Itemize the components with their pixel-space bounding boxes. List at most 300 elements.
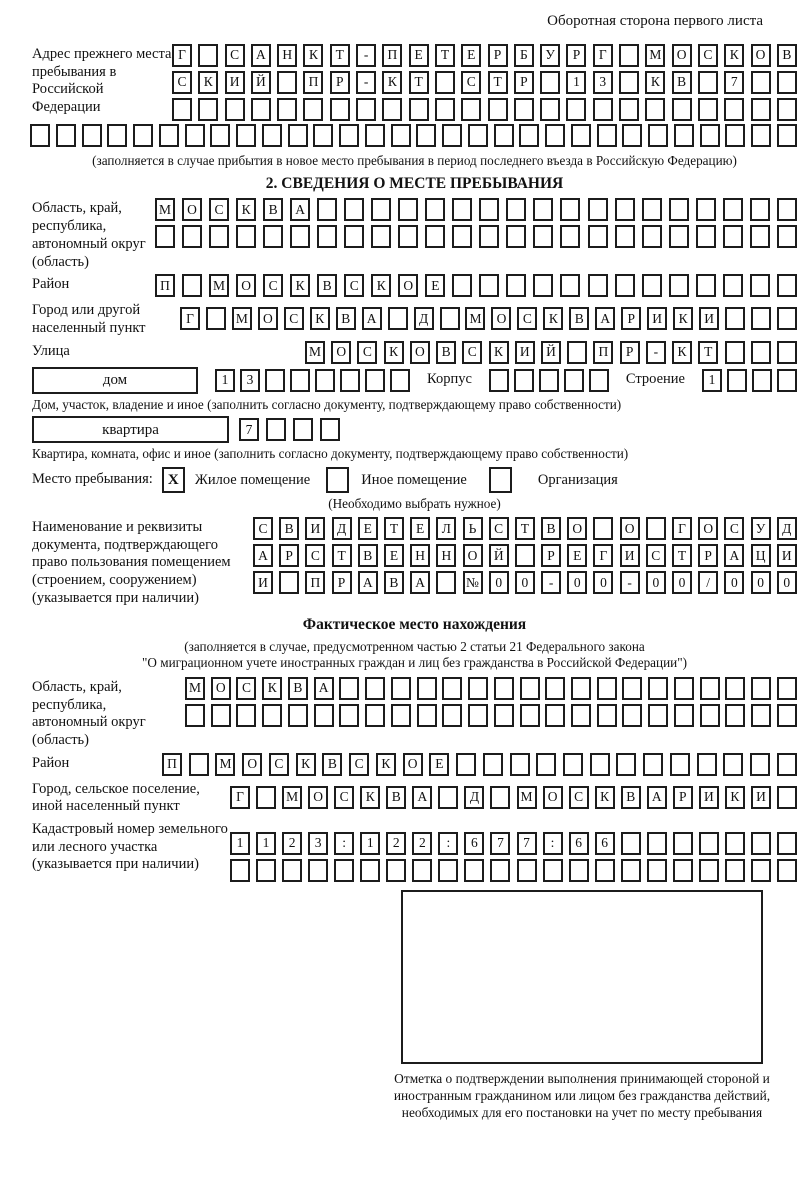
char-cell[interactable] xyxy=(263,225,283,248)
char-cell[interactable] xyxy=(514,369,534,392)
char-cell[interactable] xyxy=(752,369,772,392)
char-cell[interactable] xyxy=(673,832,693,855)
char-cell[interactable]: К xyxy=(310,307,330,330)
char-cell[interactable] xyxy=(725,832,745,855)
char-cell[interactable] xyxy=(696,225,716,248)
char-cell[interactable]: И xyxy=(305,517,325,540)
char-cell[interactable]: И xyxy=(699,307,719,330)
char-cell[interactable] xyxy=(698,98,718,121)
char-cell[interactable] xyxy=(777,677,797,700)
char-cell[interactable] xyxy=(674,677,694,700)
char-cell[interactable] xyxy=(545,704,565,727)
char-cell[interactable] xyxy=(293,418,313,441)
char-cell[interactable]: 2 xyxy=(282,832,302,855)
char-cell[interactable] xyxy=(621,859,641,882)
char-cell[interactable]: 6 xyxy=(595,832,615,855)
char-cell[interactable]: Т xyxy=(330,44,350,67)
char-cell[interactable]: 1 xyxy=(256,832,276,855)
char-cell[interactable] xyxy=(590,753,610,776)
char-cell[interactable] xyxy=(266,418,286,441)
char-cell[interactable] xyxy=(189,753,209,776)
char-cell[interactable] xyxy=(643,753,663,776)
char-cell[interactable] xyxy=(308,859,328,882)
char-cell[interactable] xyxy=(371,225,391,248)
char-cell[interactable] xyxy=(182,274,202,297)
char-cell[interactable] xyxy=(777,307,797,330)
char-cell[interactable]: О xyxy=(211,677,231,700)
char-cell[interactable] xyxy=(751,124,771,147)
char-cell[interactable] xyxy=(320,418,340,441)
char-cell[interactable]: 1 xyxy=(230,832,250,855)
char-cell[interactable]: 0 xyxy=(751,571,771,594)
char-cell[interactable]: 0 xyxy=(777,571,797,594)
char-cell[interactable] xyxy=(777,341,797,364)
char-cell[interactable] xyxy=(751,98,771,121)
char-cell[interactable]: Е xyxy=(384,544,404,567)
char-cell[interactable]: О xyxy=(620,517,640,540)
char-cell[interactable] xyxy=(616,753,636,776)
char-cell[interactable] xyxy=(642,274,662,297)
char-cell[interactable] xyxy=(198,98,218,121)
char-cell[interactable]: Р xyxy=(488,44,508,67)
char-cell[interactable] xyxy=(388,307,408,330)
char-cell[interactable]: В xyxy=(336,307,356,330)
char-cell[interactable] xyxy=(339,677,359,700)
char-cell[interactable] xyxy=(723,225,743,248)
char-cell[interactable] xyxy=(540,98,560,121)
char-cell[interactable]: 6 xyxy=(464,832,484,855)
char-cell[interactable]: В xyxy=(288,677,308,700)
char-cell[interactable]: М xyxy=(209,274,229,297)
char-cell[interactable]: 3 xyxy=(308,832,328,855)
char-cell[interactable]: О xyxy=(403,753,423,776)
char-cell[interactable]: А xyxy=(253,544,273,567)
char-cell[interactable]: К xyxy=(198,71,218,94)
char-cell[interactable] xyxy=(209,225,229,248)
char-cell[interactable]: Г xyxy=(593,44,613,67)
char-cell[interactable]: Т xyxy=(488,71,508,94)
char-cell[interactable] xyxy=(777,786,797,809)
char-cell[interactable] xyxy=(288,124,308,147)
char-cell[interactable]: Р xyxy=(620,341,640,364)
char-cell[interactable]: С xyxy=(305,544,325,567)
char-cell[interactable] xyxy=(436,571,456,594)
char-cell[interactable]: О xyxy=(182,198,202,221)
char-cell[interactable] xyxy=(483,753,503,776)
char-cell[interactable]: М xyxy=(232,307,252,330)
char-cell[interactable] xyxy=(456,753,476,776)
char-cell[interactable]: С xyxy=(646,544,666,567)
char-cell[interactable]: М xyxy=(155,198,175,221)
char-cell[interactable] xyxy=(588,198,608,221)
char-cell[interactable]: В xyxy=(541,517,561,540)
char-cell[interactable] xyxy=(723,753,743,776)
char-cell[interactable] xyxy=(442,677,462,700)
char-cell[interactable] xyxy=(571,124,591,147)
char-cell[interactable] xyxy=(696,274,716,297)
char-cell[interactable]: К xyxy=(296,753,316,776)
char-cell[interactable]: Т xyxy=(409,71,429,94)
char-cell[interactable] xyxy=(256,786,276,809)
char-cell[interactable] xyxy=(417,704,437,727)
char-cell[interactable] xyxy=(648,124,668,147)
char-cell[interactable]: К xyxy=(262,677,282,700)
char-cell[interactable]: Н xyxy=(410,544,430,567)
char-cell[interactable]: П xyxy=(593,341,613,364)
char-cell[interactable] xyxy=(670,753,690,776)
char-cell[interactable]: С xyxy=(698,44,718,67)
char-cell[interactable] xyxy=(543,859,563,882)
char-cell[interactable]: К xyxy=(236,198,256,221)
char-cell[interactable] xyxy=(777,124,797,147)
char-cell[interactable]: К xyxy=(645,71,665,94)
char-cell[interactable]: Е xyxy=(567,544,587,567)
char-cell[interactable]: О xyxy=(242,753,262,776)
char-cell[interactable]: П xyxy=(382,44,402,67)
char-cell[interactable]: - xyxy=(541,571,561,594)
char-cell[interactable] xyxy=(230,859,250,882)
char-cell[interactable]: 1 xyxy=(360,832,380,855)
char-cell[interactable]: О xyxy=(543,786,563,809)
char-cell[interactable] xyxy=(344,198,364,221)
char-cell[interactable] xyxy=(560,274,580,297)
char-cell[interactable]: Ь xyxy=(463,517,483,540)
char-cell[interactable] xyxy=(440,307,460,330)
char-cell[interactable]: Б xyxy=(514,44,534,67)
char-cell[interactable] xyxy=(615,198,635,221)
char-cell[interactable] xyxy=(777,198,797,221)
char-cell[interactable] xyxy=(256,859,276,882)
char-cell[interactable]: К xyxy=(673,307,693,330)
char-cell[interactable] xyxy=(648,677,668,700)
char-cell[interactable] xyxy=(409,98,429,121)
char-cell[interactable]: Т xyxy=(384,517,404,540)
char-cell[interactable] xyxy=(452,225,472,248)
char-cell[interactable]: 6 xyxy=(569,832,589,855)
char-cell[interactable] xyxy=(159,124,179,147)
char-cell[interactable] xyxy=(619,44,639,67)
char-cell[interactable] xyxy=(700,677,720,700)
char-cell[interactable] xyxy=(725,859,745,882)
char-cell[interactable]: К xyxy=(489,341,509,364)
char-cell[interactable] xyxy=(725,124,745,147)
char-cell[interactable]: Т xyxy=(515,517,535,540)
char-cell[interactable]: 0 xyxy=(515,571,535,594)
char-cell[interactable] xyxy=(506,225,526,248)
char-cell[interactable] xyxy=(593,517,613,540)
char-cell[interactable] xyxy=(777,274,797,297)
char-cell[interactable]: Т xyxy=(698,341,718,364)
char-cell[interactable] xyxy=(489,369,509,392)
char-cell[interactable]: 7 xyxy=(724,71,744,94)
char-cell[interactable]: А xyxy=(410,571,430,594)
char-cell[interactable]: С xyxy=(225,44,245,67)
char-cell[interactable] xyxy=(520,677,540,700)
char-cell[interactable] xyxy=(588,274,608,297)
char-cell[interactable] xyxy=(566,98,586,121)
char-cell[interactable] xyxy=(290,369,310,392)
char-cell[interactable] xyxy=(425,198,445,221)
char-cell[interactable] xyxy=(317,225,337,248)
char-cell[interactable]: К xyxy=(371,274,391,297)
char-cell[interactable]: М xyxy=(465,307,485,330)
char-cell[interactable]: В xyxy=(386,786,406,809)
char-cell[interactable] xyxy=(56,124,76,147)
char-cell[interactable]: 7 xyxy=(239,418,259,441)
char-cell[interactable] xyxy=(750,753,770,776)
char-cell[interactable] xyxy=(211,704,231,727)
char-cell[interactable] xyxy=(435,98,455,121)
char-cell[interactable]: / xyxy=(698,571,718,594)
char-cell[interactable]: О xyxy=(308,786,328,809)
char-cell[interactable] xyxy=(697,753,717,776)
char-cell[interactable] xyxy=(290,225,310,248)
char-cell[interactable]: Г xyxy=(230,786,250,809)
char-cell[interactable]: С xyxy=(253,517,273,540)
char-cell[interactable] xyxy=(279,571,299,594)
char-cell[interactable]: - xyxy=(620,571,640,594)
char-cell[interactable]: С xyxy=(209,198,229,221)
char-cell[interactable] xyxy=(698,71,718,94)
char-cell[interactable] xyxy=(723,198,743,221)
char-cell[interactable]: Р xyxy=(673,786,693,809)
char-cell[interactable] xyxy=(619,71,639,94)
char-cell[interactable]: О xyxy=(258,307,278,330)
char-cell[interactable] xyxy=(382,98,402,121)
char-cell[interactable] xyxy=(672,98,692,121)
char-cell[interactable]: Н xyxy=(277,44,297,67)
char-cell[interactable] xyxy=(360,859,380,882)
char-cell[interactable]: С xyxy=(263,274,283,297)
char-cell[interactable]: А xyxy=(314,677,334,700)
char-cell[interactable] xyxy=(597,124,617,147)
char-cell[interactable] xyxy=(563,753,583,776)
char-cell[interactable]: Р xyxy=(332,571,352,594)
char-cell[interactable] xyxy=(622,677,642,700)
char-cell[interactable]: В xyxy=(569,307,589,330)
char-cell[interactable] xyxy=(571,704,591,727)
char-cell[interactable]: В xyxy=(777,44,797,67)
char-cell[interactable]: 2 xyxy=(412,832,432,855)
char-cell[interactable] xyxy=(425,225,445,248)
char-cell[interactable] xyxy=(724,98,744,121)
char-cell[interactable] xyxy=(517,859,537,882)
char-cell[interactable] xyxy=(490,859,510,882)
char-cell[interactable] xyxy=(699,832,719,855)
house-type-box[interactable]: дом xyxy=(32,367,198,394)
char-cell[interactable] xyxy=(777,369,797,392)
char-cell[interactable]: 0 xyxy=(646,571,666,594)
char-cell[interactable] xyxy=(412,859,432,882)
char-cell[interactable] xyxy=(391,677,411,700)
char-cell[interactable]: М xyxy=(645,44,665,67)
char-cell[interactable] xyxy=(750,274,770,297)
char-cell[interactable] xyxy=(442,124,462,147)
char-cell[interactable]: О xyxy=(410,341,430,364)
char-cell[interactable] xyxy=(647,859,667,882)
char-cell[interactable]: - xyxy=(356,44,376,67)
char-cell[interactable] xyxy=(669,274,689,297)
char-cell[interactable]: Р xyxy=(698,544,718,567)
char-cell[interactable]: С xyxy=(724,517,744,540)
char-cell[interactable] xyxy=(262,124,282,147)
char-cell[interactable] xyxy=(210,124,230,147)
char-cell[interactable]: 7 xyxy=(490,832,510,855)
char-cell[interactable]: А xyxy=(412,786,432,809)
char-cell[interactable] xyxy=(303,98,323,121)
char-cell[interactable] xyxy=(225,98,245,121)
char-cell[interactable] xyxy=(339,704,359,727)
char-cell[interactable]: Р xyxy=(621,307,641,330)
char-cell[interactable] xyxy=(777,98,797,121)
char-cell[interactable] xyxy=(777,225,797,248)
residential-checkbox[interactable]: X xyxy=(162,467,185,493)
char-cell[interactable] xyxy=(589,369,609,392)
char-cell[interactable]: Д xyxy=(464,786,484,809)
char-cell[interactable] xyxy=(339,124,359,147)
char-cell[interactable] xyxy=(391,704,411,727)
char-cell[interactable]: № xyxy=(463,571,483,594)
char-cell[interactable] xyxy=(236,704,256,727)
char-cell[interactable] xyxy=(468,124,488,147)
confirmation-mark-box[interactable] xyxy=(401,890,763,1064)
char-cell[interactable] xyxy=(646,517,666,540)
char-cell[interactable] xyxy=(317,198,337,221)
char-cell[interactable]: А xyxy=(358,571,378,594)
char-cell[interactable]: У xyxy=(751,517,771,540)
char-cell[interactable]: А xyxy=(290,198,310,221)
char-cell[interactable]: Г xyxy=(172,44,192,67)
char-cell[interactable] xyxy=(725,704,745,727)
char-cell[interactable]: 0 xyxy=(567,571,587,594)
char-cell[interactable]: 2 xyxy=(386,832,406,855)
char-cell[interactable]: 7 xyxy=(517,832,537,855)
char-cell[interactable] xyxy=(438,859,458,882)
char-cell[interactable]: К xyxy=(290,274,310,297)
organization-checkbox[interactable] xyxy=(489,467,512,493)
char-cell[interactable] xyxy=(479,274,499,297)
char-cell[interactable]: И xyxy=(225,71,245,94)
char-cell[interactable]: 0 xyxy=(593,571,613,594)
char-cell[interactable] xyxy=(344,225,364,248)
char-cell[interactable] xyxy=(533,225,553,248)
char-cell[interactable]: К xyxy=(543,307,563,330)
char-cell[interactable] xyxy=(674,124,694,147)
char-cell[interactable]: 1 xyxy=(566,71,586,94)
char-cell[interactable] xyxy=(506,274,526,297)
char-cell[interactable] xyxy=(365,124,385,147)
char-cell[interactable] xyxy=(751,704,771,727)
char-cell[interactable]: - xyxy=(646,341,666,364)
char-cell[interactable] xyxy=(560,198,580,221)
char-cell[interactable]: П xyxy=(303,71,323,94)
char-cell[interactable]: К xyxy=(725,786,745,809)
char-cell[interactable]: Е xyxy=(409,44,429,67)
char-cell[interactable]: М xyxy=(185,677,205,700)
char-cell[interactable] xyxy=(536,753,556,776)
char-cell[interactable]: С xyxy=(489,517,509,540)
char-cell[interactable] xyxy=(494,677,514,700)
char-cell[interactable] xyxy=(251,98,271,121)
char-cell[interactable]: Л xyxy=(436,517,456,540)
char-cell[interactable] xyxy=(277,71,297,94)
char-cell[interactable]: А xyxy=(647,786,667,809)
char-cell[interactable]: В xyxy=(672,71,692,94)
char-cell[interactable] xyxy=(569,859,589,882)
char-cell[interactable] xyxy=(390,369,410,392)
char-cell[interactable] xyxy=(647,832,667,855)
char-cell[interactable] xyxy=(398,198,418,221)
char-cell[interactable] xyxy=(510,753,530,776)
char-cell[interactable] xyxy=(488,98,508,121)
apartment-type-box[interactable]: квартира xyxy=(32,416,229,443)
char-cell[interactable] xyxy=(133,124,153,147)
char-cell[interactable]: Й xyxy=(541,341,561,364)
char-cell[interactable]: М xyxy=(215,753,235,776)
char-cell[interactable] xyxy=(262,704,282,727)
char-cell[interactable]: О xyxy=(567,517,587,540)
char-cell[interactable] xyxy=(198,44,218,67)
char-cell[interactable] xyxy=(696,198,716,221)
char-cell[interactable]: Д xyxy=(414,307,434,330)
char-cell[interactable] xyxy=(494,704,514,727)
char-cell[interactable]: М xyxy=(517,786,537,809)
char-cell[interactable] xyxy=(777,832,797,855)
char-cell[interactable]: С xyxy=(349,753,369,776)
char-cell[interactable] xyxy=(699,859,719,882)
char-cell[interactable] xyxy=(365,704,385,727)
char-cell[interactable]: В xyxy=(384,571,404,594)
char-cell[interactable] xyxy=(777,859,797,882)
char-cell[interactable] xyxy=(673,859,693,882)
char-cell[interactable] xyxy=(185,704,205,727)
char-cell[interactable] xyxy=(236,225,256,248)
char-cell[interactable]: И xyxy=(620,544,640,567)
char-cell[interactable] xyxy=(545,677,565,700)
char-cell[interactable]: И xyxy=(515,341,535,364)
char-cell[interactable] xyxy=(615,274,635,297)
char-cell[interactable] xyxy=(506,198,526,221)
char-cell[interactable] xyxy=(533,274,553,297)
char-cell[interactable] xyxy=(435,71,455,94)
char-cell[interactable]: Р xyxy=(566,44,586,67)
char-cell[interactable]: 1 xyxy=(702,369,722,392)
char-cell[interactable] xyxy=(365,369,385,392)
char-cell[interactable] xyxy=(588,225,608,248)
char-cell[interactable] xyxy=(621,832,641,855)
char-cell[interactable] xyxy=(777,71,797,94)
char-cell[interactable] xyxy=(560,225,580,248)
char-cell[interactable]: 0 xyxy=(489,571,509,594)
char-cell[interactable]: И xyxy=(647,307,667,330)
char-cell[interactable]: Й xyxy=(489,544,509,567)
char-cell[interactable]: - xyxy=(356,71,376,94)
char-cell[interactable] xyxy=(417,677,437,700)
char-cell[interactable]: К xyxy=(303,44,323,67)
char-cell[interactable] xyxy=(313,124,333,147)
char-cell[interactable] xyxy=(398,225,418,248)
char-cell[interactable] xyxy=(452,198,472,221)
char-cell[interactable]: О xyxy=(398,274,418,297)
char-cell[interactable] xyxy=(567,341,587,364)
char-cell[interactable] xyxy=(725,307,745,330)
char-cell[interactable]: А xyxy=(595,307,615,330)
char-cell[interactable]: О xyxy=(331,341,351,364)
char-cell[interactable] xyxy=(619,98,639,121)
char-cell[interactable] xyxy=(494,124,514,147)
char-cell[interactable]: : xyxy=(334,832,354,855)
char-cell[interactable]: Р xyxy=(541,544,561,567)
